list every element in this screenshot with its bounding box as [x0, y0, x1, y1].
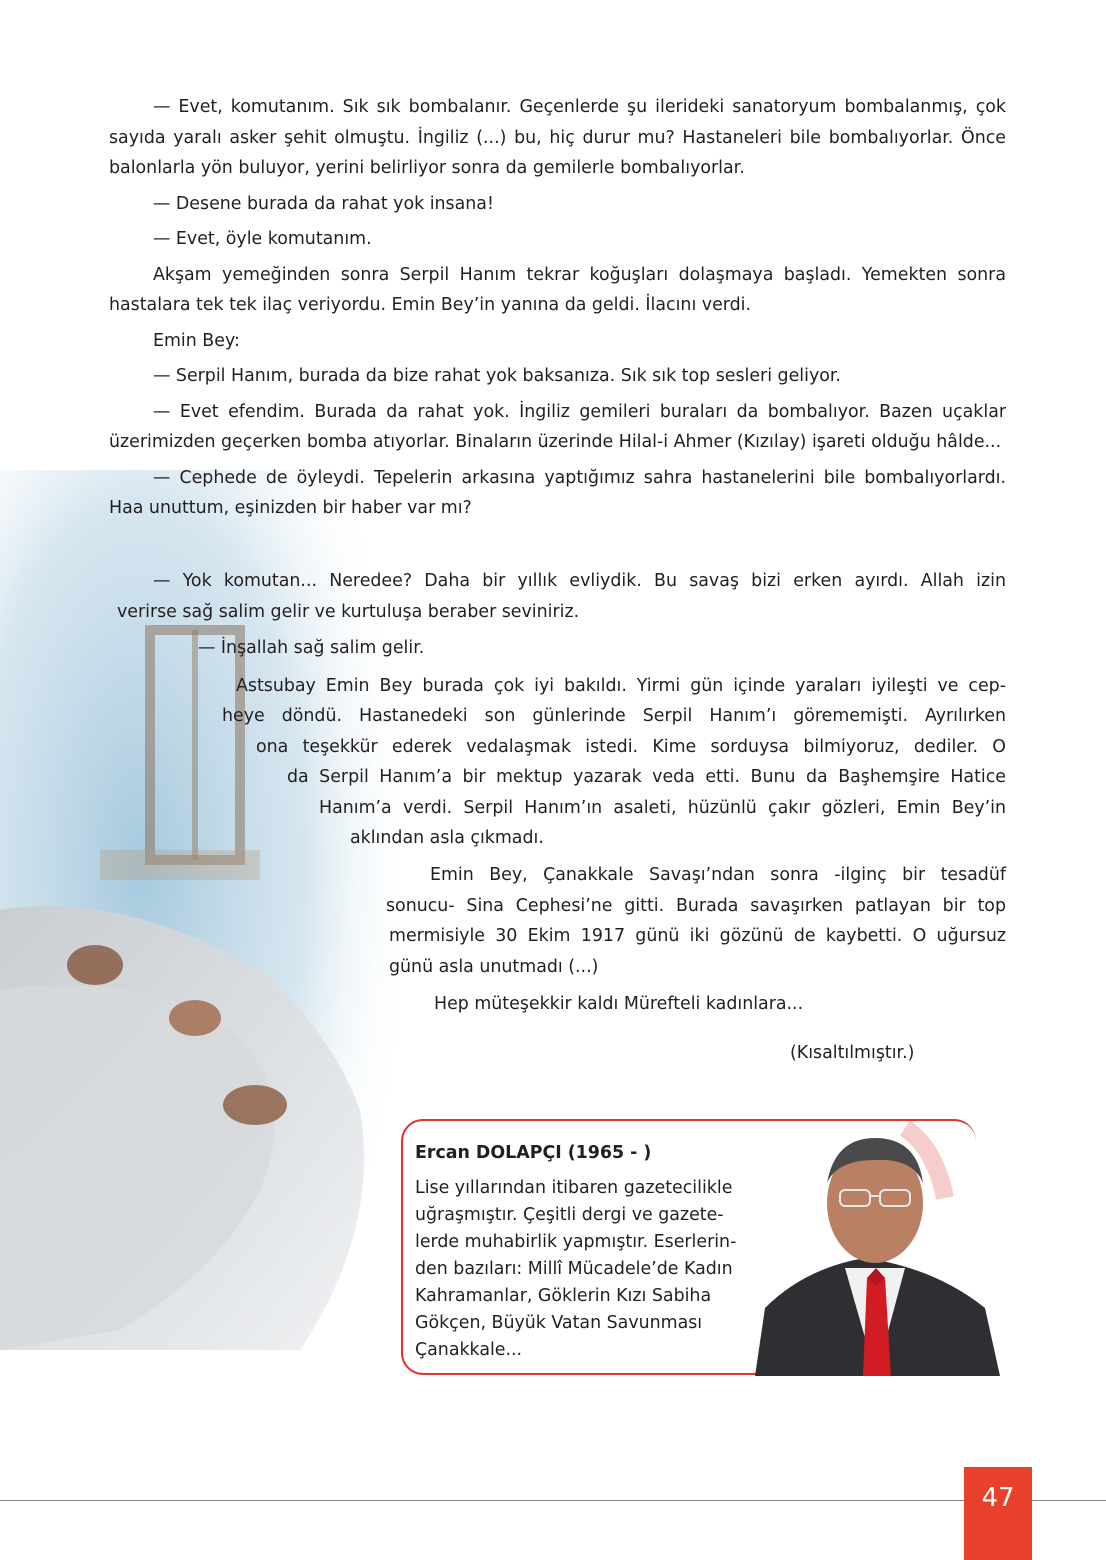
story-line: verirse sağ salim gelir ve kurtuluşa beraber seviniriz. [117, 602, 580, 622]
story-paragraph: — Serpil Hanım, burada da bize rahat yok baksanıza. Sık sık top sesleri geliyor. [153, 366, 841, 386]
story-line: Hep müteşekkir kaldı Mürefteli kadınlara... [434, 994, 804, 1014]
story-text [109, 92, 1006, 529]
story-paragraph: — Cephede de öyleydi. Tepelerin arkasına yaptığımız sahra hastanelerini bile bombalıyorlardı. Haa unuttum, eşinizden bir haber var mı? [109, 467, 1006, 518]
story-paragraph: — Desene burada da rahat yok insana! [153, 193, 494, 214]
story-paragraph: Emin Bey: [153, 330, 240, 351]
story-line: Hanım’a verdi. Serpil Hanım’ın asaleti, hüzünlü çakır gözleri, Emin Bey’in [319, 798, 1006, 818]
bio-line: Gökçen, Büyük Vatan Savunması [415, 1313, 703, 1333]
story-line: ona teşekkür ederek vedalaşmak istedi. Kime sorduysa bilmiyoruz, dediler. O [256, 737, 1006, 757]
story-paragraph: — Evet efendim. Burada da rahat yok. İngiliz gemileri buraları da bombalıyor. Bazen uçaklar üzerimizden geçerken bomba atıyorlar. Binaların üzerinde Hilal-i Ahmer (Kızılay) işareti olduğu hâlde... [109, 401, 1006, 452]
author-portrait [745, 1108, 1007, 1376]
story-paragraph: — Evet, komutanım. Sık sık bombalanır. Geçenlerde şu ilerideki sanatoryum bombalanmış, çok sayıda yaralı asker şehit olmuştu. İngiliz (...) bu, hiç durur mu? Hastaneleri bile bombalıyorlar. Önce balonlarla yön buluyor, yerini belirliyor sonra da gemilerle bombalıyorlar. [109, 97, 1006, 178]
story-paragraph: — Evet, öyle komutanım. [153, 229, 372, 249]
story-line: Emin Bey, Çanakkale Savaşı’ndan sonra -ilginç bir tesadüf [430, 865, 1006, 885]
story-line: — Yok komutan... Neredee? Daha bir yıllık evliydik. Bu savaş bizi erken ayırdı. Allah izin [153, 571, 1006, 591]
story-line: Astsubay Emin Bey burada çok iyi bakıldı. Yirmi gün içinde yaraları iyileşti ve cep- [236, 676, 1006, 696]
page-number: 47 [964, 1467, 1032, 1560]
bio-line: Lise yıllarından itibaren gazetecilikle [415, 1178, 733, 1198]
bio-line: Çanakkale... [415, 1340, 523, 1360]
story-paragraph: Akşam yemeğinden sonra Serpil Hanım tekrar koğuşları dolaşmaya başladı. Yemekten sonra hastalara tek tek ilaç veriyordu. Emin Bey’in yanına da geldi. İlacını verdi. [109, 264, 1006, 315]
story-line: da Serpil Hanım’a bir mektup yazarak veda etti. Bunu da Başhemşire Hatice [287, 767, 1006, 787]
author-bio [415, 1140, 775, 1364]
story-line: heye döndü. Hastanedeki son günlerinde Serpil Hanım’ı görememişti. Ayrılırken [222, 706, 1006, 726]
story-line: mermisiyle 30 Ekim 1917 günü iki gözünü de kaybetti. O uğursuz [389, 926, 1006, 946]
bio-line: lerde muhabirlik yapmıştır. Eserlerin- [415, 1232, 737, 1252]
bio-line: den bazıları: Millî Mücadele’de Kadın [415, 1259, 733, 1279]
story-line: günü asla unutmadı (...) [389, 957, 599, 977]
story-line: sonucu- Sina Cephesi’ne gitti. Burada savaşırken patlayan bir top [386, 896, 1006, 916]
bio-line: Kahramanlar, Göklerin Kızı Sabiha [415, 1286, 712, 1306]
author-name: Ercan DOLAPÇI (1965 - ) [415, 1143, 652, 1163]
footer-rule [0, 1500, 1106, 1501]
story-line: aklından asla çıkmadı. [350, 828, 544, 848]
bio-line: uğraşmıştır. Çeşitli dergi ve gazete- [415, 1205, 724, 1225]
abridged-note: (Kısaltılmıştır.) [790, 1043, 915, 1063]
story-line: — İnşallah sağ salim gelir. [198, 638, 425, 658]
